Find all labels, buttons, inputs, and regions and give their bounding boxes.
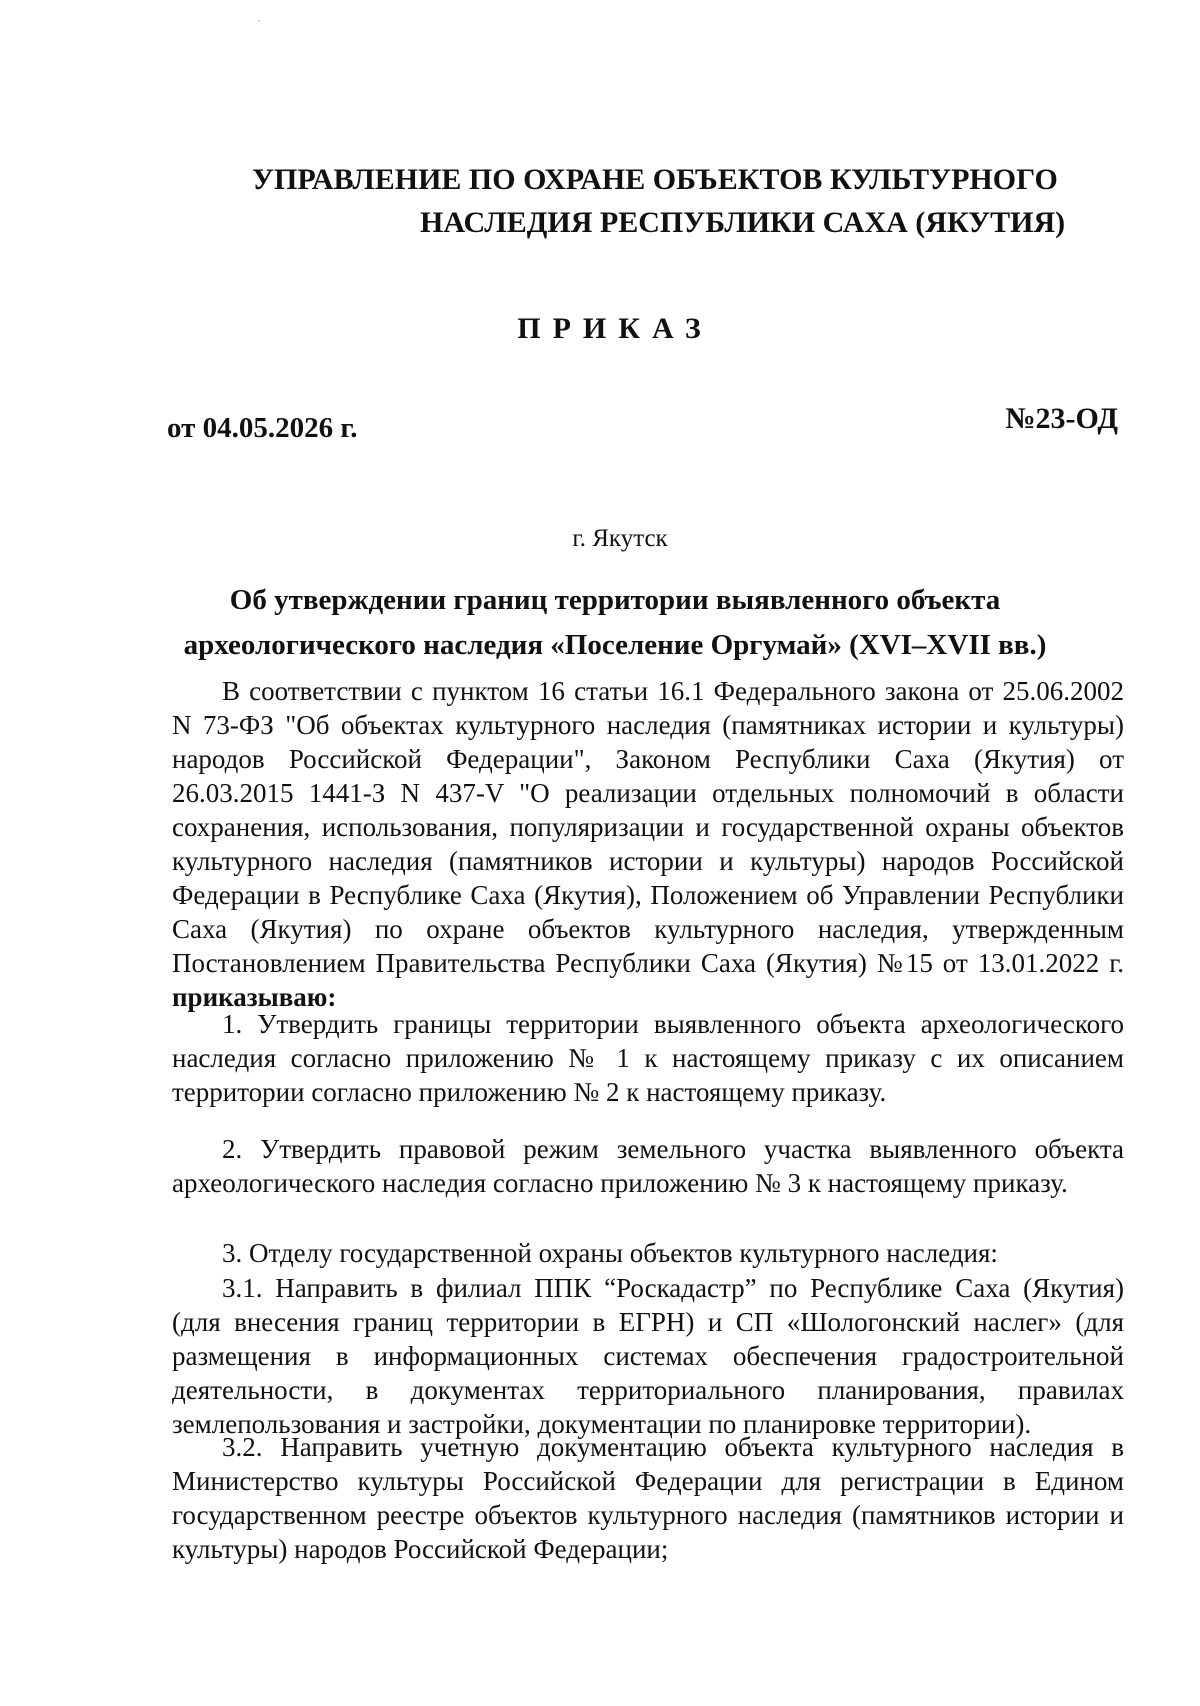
organization-name-line-2: НАСЛЕДИЯ РЕСПУБЛИКИ САХА (ЯКУТИЯ) <box>420 206 1066 239</box>
organization-name-line-1: УПРАВЛЕНИЕ ПО ОХРАНЕ ОБЪЕКТОВ КУЛЬТУРНОГО <box>252 163 1058 196</box>
document-date: от 04.05.2026 г. <box>167 412 358 444</box>
order-item-2: 2. Утвердить правовой режим земельного участка выявленного объекта археологического наследия согласно приложению № 3 к настоящему приказу. <box>172 1134 1124 1198</box>
order-item-3-1: 3.1. Направить в филиал ППК “Роскадастр” по Республике Саха (Якутия) (для внесения границ территории в ЕГРН) и СП «Шологонский наслег» (для размещения в информационных системах обеспечения градостроительной деятельности, в документах территориального планирования, правилах землепользования и застройки, документации по планировке территории). <box>172 1273 1124 1439</box>
intro-text: В соответствии с пунктом 16 статьи 16.1 Федерального закона от 25.06.2002 N 73-ФЗ "Об объектах культурного наследия (памятниках истории и культуры) народов Российской Федерации", Законом Республики Саха (Якутия) от 26.03.2015 1441-З N 437-V "О реализации отдельных полномочий в области сохранения, использования, популяризации и государственной охраны объектов культурного наследия (памятников истории и культуры) народов Российской Федерации в Республике Саха (Якутия), Положением об Управлении Республики Саха (Якутия) по охране объектов культурного наследия, утвержденным Постановлением Правительства Республики Саха (Якутия) №15 от 13.01.2022 г. <box>172 676 1124 978</box>
order-verb: приказываю: <box>172 982 337 1012</box>
document-subject: Об утверждении границ территории выявленного объекта археологического наследия «Поселение Оргумай» (XVI–XVII вв.) <box>183 584 1047 661</box>
document-number: №23-ОД <box>1005 402 1118 435</box>
scan-artifact <box>258 20 260 22</box>
order-item-3: 3. Отделу государственной охраны объектов культурного наследия: <box>222 1238 998 1268</box>
order-item-1: 1. Утвердить границы территории выявленного объекта археологического наследия согласно приложению № 1 к настоящему приказу с их описанием территории согласно приложению № 2 к настоящему приказу. <box>172 1009 1124 1107</box>
intro-paragraph <box>172 674 1124 1014</box>
order-item-3-2: 3.2. Направить учетную документацию объекта культурного наследия в Министерство культуры Российской Федерации для регистрации в Едином государственном реестре объектов культурного наследия (памятников истории и культуры) народов Российской Федерации; <box>172 1432 1124 1564</box>
document-type: ПРИКАЗ <box>517 312 713 345</box>
document-city: г. Якутск <box>572 525 668 552</box>
